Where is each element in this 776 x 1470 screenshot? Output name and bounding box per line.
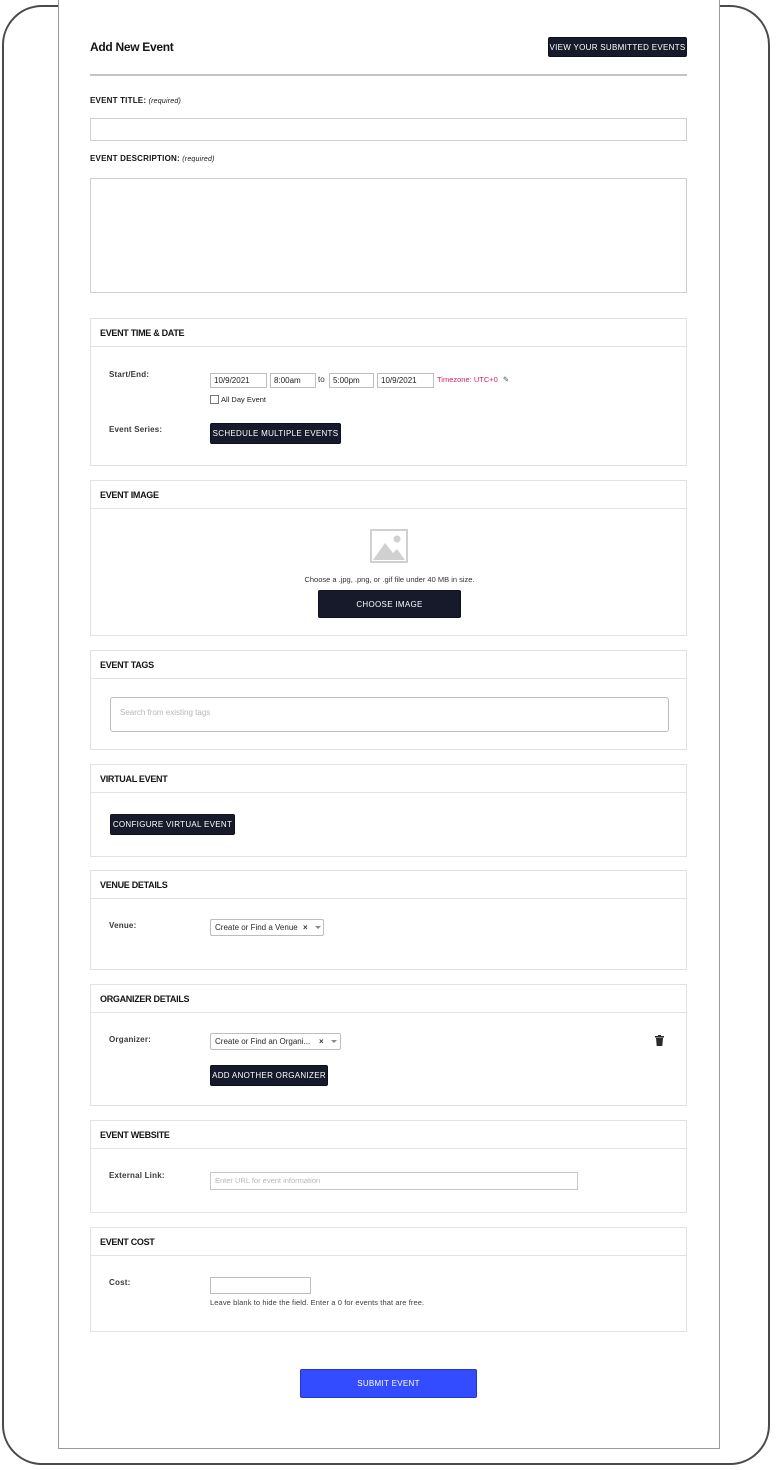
all-day-label: All Day Event	[221, 395, 267, 404]
panel-header	[91, 481, 686, 509]
view-submitted-events-button[interactable]: VIEW YOUR SUBMITTED EVENTS	[548, 37, 687, 57]
add-another-organizer-button[interactable]: ADD ANOTHER ORGANIZER	[210, 1065, 328, 1086]
event-image-panel	[90, 480, 687, 636]
end-time-input[interactable]: 5:00pm	[329, 373, 374, 388]
event-tags-title: EVENT TAGS	[100, 660, 154, 670]
virtual-event-panel	[90, 764, 687, 857]
event-image-title: EVENT IMAGE	[100, 490, 159, 500]
image-hint: Choose a .jpg, .png, or .gif file under 40 MB in size.	[304, 575, 475, 584]
panel-header	[91, 985, 686, 1013]
required-tag: (required)	[182, 156, 215, 163]
schedule-multiple-events-button[interactable]: SCHEDULE MULTIPLE EVENTS	[210, 423, 341, 444]
required-tag: (required)	[148, 98, 181, 105]
page-title: Add New Event	[90, 40, 174, 54]
time-date-panel	[90, 318, 687, 466]
start-date-input[interactable]: 10/9/2021	[210, 373, 267, 388]
organizer-details-title: ORGANIZER DETAILS	[100, 994, 190, 1004]
virtual-event-title: VIRTUAL EVENT	[100, 774, 168, 784]
event-description-textarea[interactable]	[90, 178, 687, 293]
panel-header	[91, 319, 686, 347]
event-cost-panel	[90, 1227, 687, 1332]
external-link-label: External Link:	[109, 1171, 165, 1180]
event-title-label-text: EVENT TITLE:	[90, 96, 147, 105]
trash-icon[interactable]	[655, 1035, 664, 1046]
time-date-title: EVENT TIME & DATE	[100, 328, 185, 338]
header-divider	[90, 74, 687, 76]
event-website-title: EVENT WEBSITE	[100, 1130, 170, 1140]
venue-select-value: Create or Find a Venue	[215, 923, 298, 932]
cost-input[interactable]	[210, 1277, 311, 1294]
configure-virtual-event-button[interactable]: CONFIGURE VIRTUAL EVENT	[110, 814, 235, 835]
image-placeholder-icon	[370, 529, 408, 563]
venue-details-panel	[90, 870, 687, 970]
event-description-label	[90, 154, 215, 163]
organizer-label: Organizer:	[109, 1035, 152, 1044]
event-title-label	[90, 96, 181, 105]
event-title-input[interactable]	[90, 118, 687, 141]
panel-header	[91, 871, 686, 899]
panel-header	[91, 1228, 686, 1256]
event-website-panel	[90, 1120, 687, 1213]
organizer-details-panel	[90, 984, 687, 1106]
event-tags-panel	[90, 650, 687, 750]
start-end-label: Start/End:	[109, 370, 150, 379]
tags-search-input[interactable]: Search from existing tags	[110, 697, 669, 732]
all-day-checkbox[interactable]	[210, 395, 219, 404]
timezone-text: Timezone: UTC+0	[437, 375, 498, 384]
cost-label: Cost:	[109, 1278, 131, 1287]
panel-header	[91, 765, 686, 793]
event-description-label-text: EVENT DESCRIPTION:	[90, 154, 180, 163]
venue-details-title: VENUE DETAILS	[100, 880, 168, 890]
timezone-link[interactable]	[437, 375, 509, 384]
venue-label: Venue:	[109, 921, 137, 930]
chevron-down-icon	[331, 1040, 337, 1043]
to-label: to	[318, 375, 325, 384]
chevron-down-icon	[315, 926, 321, 929]
start-time-input[interactable]: 8:00am	[270, 373, 316, 388]
end-date-input[interactable]: 10/9/2021	[377, 373, 434, 388]
organizer-select-value: Create or Find an Organi...	[215, 1037, 311, 1046]
panel-header	[91, 651, 686, 679]
event-cost-title: EVENT COST	[100, 1237, 155, 1247]
external-link-input[interactable]: Enter URL for event information	[210, 1172, 578, 1190]
venue-select[interactable]	[210, 919, 324, 936]
pencil-icon[interactable]: ✎	[502, 375, 510, 384]
event-series-label: Event Series:	[109, 425, 163, 434]
clear-icon[interactable]: ×	[303, 923, 308, 932]
choose-image-button[interactable]: CHOOSE IMAGE	[318, 590, 461, 618]
cost-helper-text: Leave blank to hide the field. Enter a 0 for events that are free.	[210, 1298, 425, 1307]
submit-event-button[interactable]: SUBMIT EVENT	[300, 1369, 477, 1398]
clear-icon[interactable]: ×	[319, 1037, 324, 1046]
organizer-select[interactable]	[210, 1033, 341, 1050]
panel-header	[91, 1121, 686, 1149]
